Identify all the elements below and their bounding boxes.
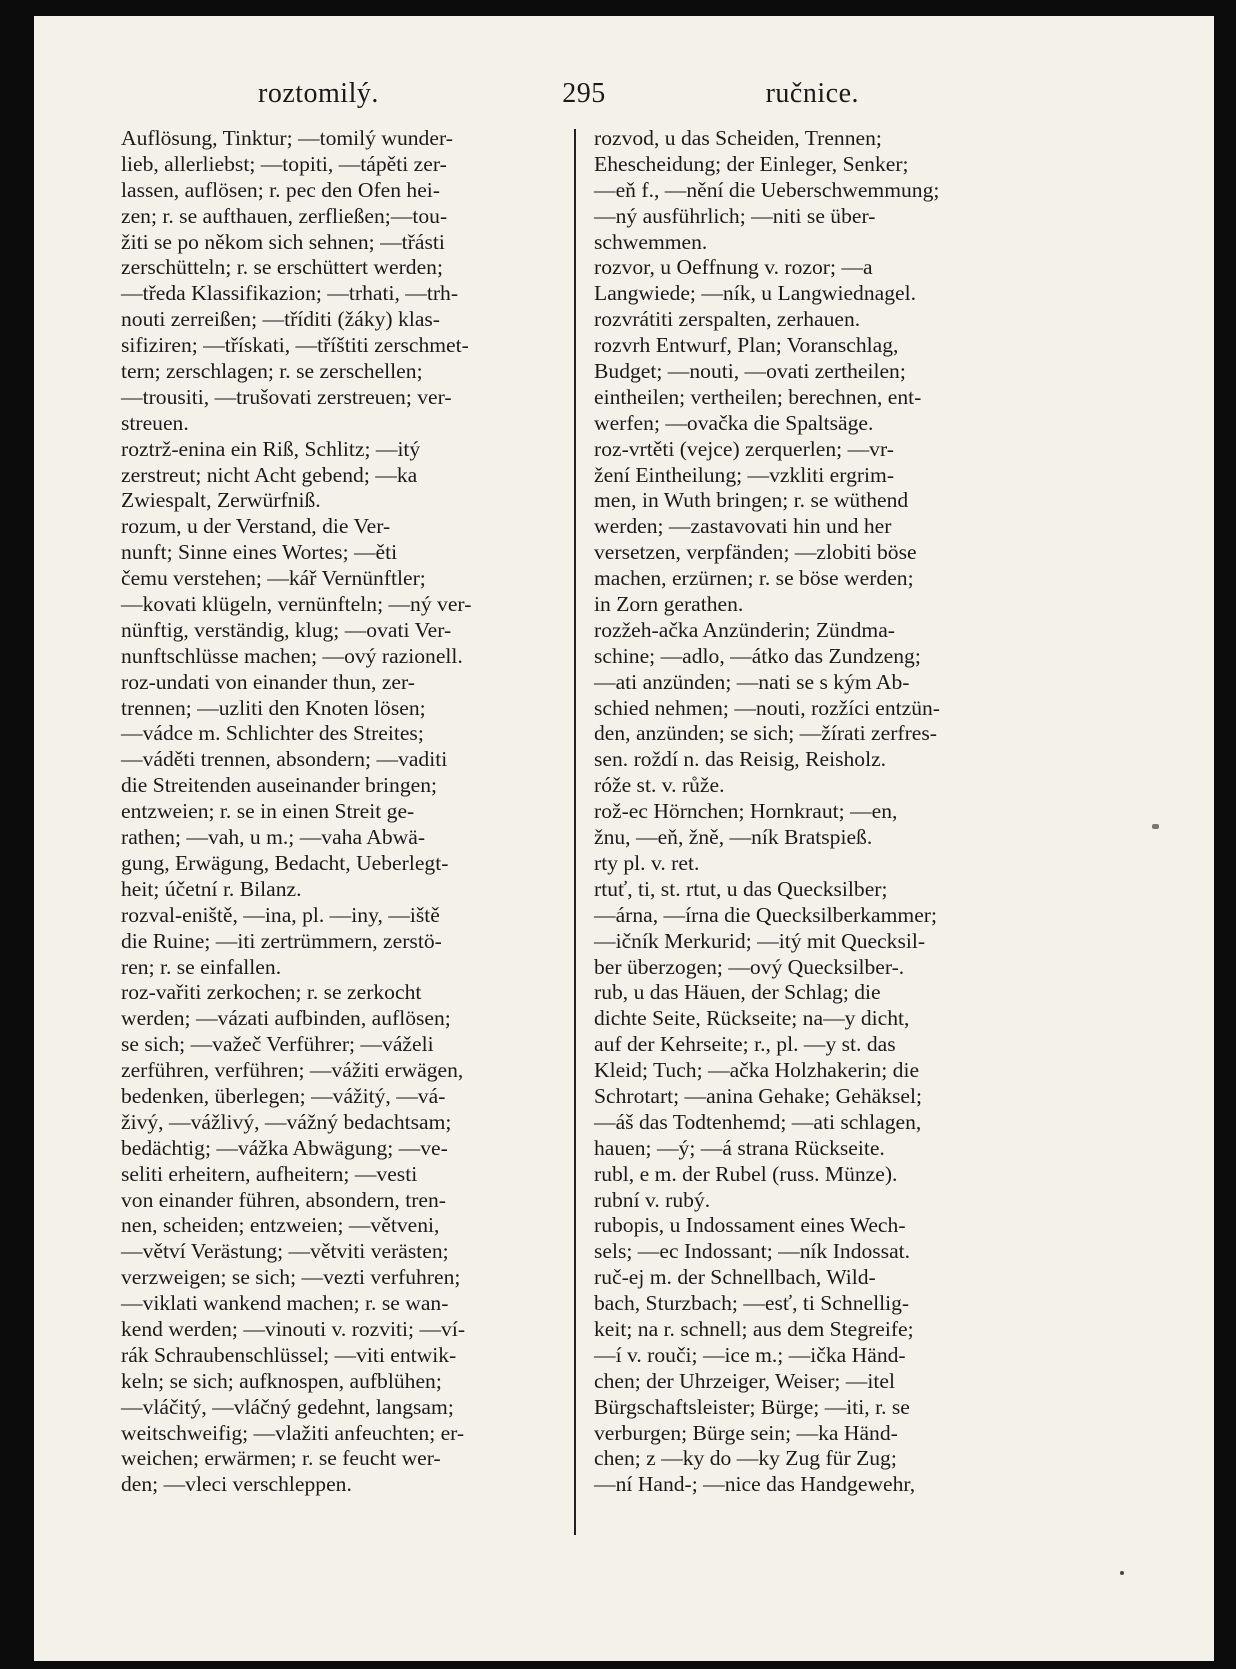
entry-line: rozvrh Entwurf, Plan; Voranschlag,	[594, 333, 899, 358]
entry-line: —kovati klügeln, vernünfteln; —ný ver-	[121, 592, 472, 617]
entry-line: rtuť, ti, st. rtut, u das Quecksilber;	[594, 876, 888, 901]
entry-line: machen, erzürnen; r. se böse werden;	[594, 566, 914, 591]
header-right-guide-word: ručnice.	[765, 78, 859, 109]
entry-line: rozžeh-ačka Anzünderin; Zündma-	[594, 617, 895, 642]
entry-line: schied nehmen; —nouti, rozžíci entzün-	[594, 695, 940, 720]
entry-line: tern; zerschlagen; r. se zerschellen;	[121, 359, 423, 384]
entry-line: werden; —zastavovati hin und her	[594, 514, 892, 539]
margin-dot	[1120, 1571, 1124, 1575]
entry-line: sels; —ec Indossant; —ník Indossat.	[594, 1239, 911, 1264]
entry-line: rty pl. v. ret.	[594, 850, 700, 875]
entry-line: —ičník Merkurid; —itý mit Quecksil-	[594, 928, 926, 953]
entry-line: chen; der Uhrzeiger, Weiser; —itel	[594, 1368, 895, 1393]
entry-line: die Streitenden auseinander bringen;	[121, 773, 437, 798]
entry-line: rubl, e m. der Rubel (russ. Münze).	[594, 1161, 898, 1186]
entry-line: —viklati wankend machen; r. se wan-	[121, 1291, 449, 1316]
entry-line: men, in Wuth bringen; r. se wüthend	[594, 488, 909, 513]
dictionary-page	[34, 16, 1214, 1661]
entry-line: lassen, auflösen; r. pec den Ofen hei-	[121, 177, 440, 202]
entry-line: rozvrátiti zerspalten, zerhauen.	[594, 307, 861, 332]
right-column	[594, 126, 1056, 1498]
entry-line: streuen.	[121, 410, 189, 435]
entry-line: rozvor, u Oeffnung v. rozor; —a	[594, 255, 873, 280]
entry-line: trennen; —uzliti den Knoten lösen;	[121, 695, 426, 720]
entry-line: Budget; —nouti, —ovati zertheilen;	[594, 359, 906, 384]
entry-line: —vádce m. Schlichter des Streites;	[121, 721, 424, 746]
entry-line: Zwiespalt, Zerwürfniß.	[121, 488, 321, 513]
entry-line: eintheilen; vertheilen; berechnen, ent-	[594, 384, 922, 409]
entry-line: bedenken, überlegen; —vážitý, —vá-	[121, 1083, 446, 1108]
entry-line: Ehescheidung; der Einleger, Senker;	[594, 151, 909, 176]
entry-line: rož-ec Hörnchen; Hornkraut; —en,	[594, 799, 898, 824]
entry-line: —árna, —írna die Quecksilberkammer;	[594, 902, 937, 927]
entry-line: žiti se po někom sich sehnen; —třásti	[121, 229, 445, 254]
left-column	[121, 126, 583, 1498]
entry-line: rub, u das Häuen, der Schlag; die	[594, 980, 881, 1005]
entry-line: roztrž-enina ein Riß, Schlitz; —itý	[121, 436, 421, 461]
entry-line: —tředa Klassifikazion; —trhati, —trh-	[121, 281, 459, 306]
entry-line: —í v. rouči; —ice m.; —ička Händ-	[594, 1342, 906, 1367]
entry-line: nunft; Sinne eines Wortes; —ěti	[121, 540, 398, 565]
entry-line: den; —vleci verschleppen.	[121, 1472, 352, 1497]
entry-line: Langwiede; —ník, u Langwiednagel.	[594, 281, 917, 306]
entry-line: bach, Sturzbach; —esť, ti Schnellig-	[594, 1291, 910, 1316]
entry-line: entzweien; r. se in einen Streit ge-	[121, 799, 415, 824]
entry-line: schwemmen.	[594, 229, 708, 254]
entry-line: nunftschlüsse machen; —ový razionell.	[121, 643, 463, 668]
entry-line: zerführen, verführen; —vážiti erwägen,	[121, 1058, 464, 1083]
entry-line: werden; —vázati aufbinden, auflösen;	[121, 1006, 451, 1031]
entry-line: —ný ausführlich; —niti se über-	[594, 203, 876, 228]
header-left-guide-word: roztomilý.	[258, 78, 379, 109]
entry-line: keln; se sich; aufknospen, aufblühen;	[121, 1368, 442, 1393]
entry-line: rubní v. rubý.	[594, 1187, 711, 1212]
page-number: 295	[562, 78, 606, 109]
entry-line: bedächtig; —vážka Abwägung; —ve-	[121, 1135, 448, 1160]
entry-line: se sich; —važeč Verführer; —váželi	[121, 1032, 434, 1057]
entry-line: —ní Hand-; —nice das Handgewehr,	[594, 1472, 916, 1497]
entry-line: rathen; —vah, u m.; —vaha Abwä-	[121, 825, 426, 850]
entry-line: Schrotart; —anina Gehake; Gehäksel;	[594, 1083, 922, 1108]
entry-line: rozval-eniště, —ina, pl. —iny, —iště	[121, 902, 440, 927]
entry-line: heit; účetní r. Bilanz.	[121, 876, 302, 901]
entry-line: rubopis, u Indossament eines Wech-	[594, 1213, 906, 1238]
entry-line: schine; —adlo, —átko das Zundzeng;	[594, 643, 921, 668]
entry-line: —váděti trennen, absondern; —vaditi	[121, 747, 448, 772]
entry-line: ren; r. se einfallen.	[121, 954, 282, 979]
entry-line: čemu verstehen; —kář Vernünftler;	[121, 566, 426, 591]
entry-line: verburgen; Bürge sein; —ka Händ-	[594, 1420, 898, 1445]
entry-line: —ati anzünden; —nati se s kým Ab-	[594, 669, 910, 694]
entry-line: zerstreut; nicht Acht gebend; —ka	[121, 462, 418, 487]
entry-line: —trousiti, —trušovati zerstreuen; ver-	[121, 384, 452, 409]
entry-line: —eň f., —nění die Ueberschwemmung;	[594, 177, 940, 202]
entry-line: chen; z —ky do —ky Zug für Zug;	[594, 1446, 897, 1471]
entry-line: rozvod, u das Scheiden, Trennen;	[594, 126, 882, 150]
entry-line: weitschweifig; —vlažiti anfeuchten; er-	[121, 1420, 465, 1445]
entry-line: versetzen, verpfänden; —zlobiti böse	[594, 540, 917, 565]
entry-line: róže st. v. růže.	[594, 773, 725, 798]
entry-line: roz-vrtěti (vejce) zerquerlen; —vr-	[594, 436, 894, 461]
entry-line: werfen; —ovačka die Spaltsäge.	[594, 410, 874, 435]
entry-line: ber überzogen; —ový Quecksilber-.	[594, 954, 905, 979]
entry-line: sen. roždí n. das Reisig, Reisholz.	[594, 747, 887, 772]
entry-line: die Ruine; —iti zertrümmern, zerstö-	[121, 928, 442, 953]
entry-line: in Zorn gerathen.	[594, 592, 744, 617]
entry-line: verzweigen; se sich; —vezti verfuhren;	[121, 1265, 461, 1290]
entry-line: roz-vařiti zerkochen; r. se zerkocht	[121, 980, 422, 1005]
entry-line: zerschütteln; r. se erschüttert werden;	[121, 255, 443, 280]
margin-mark	[1152, 824, 1159, 829]
entry-line: Bürgschaftsleister; Bürge; —iti, r. se	[594, 1394, 910, 1419]
entry-line: rák Schraubenschlüssel; —viti entwik-	[121, 1342, 457, 1367]
entry-line: nen, scheiden; entzweien; —větveni,	[121, 1213, 440, 1238]
column-divider	[574, 129, 576, 1535]
entry-line: živý, —vážlivý, —vážný bedachtsam;	[121, 1109, 452, 1134]
entry-line: nouti zerreißen; —tříditi (žáky) klas-	[121, 307, 440, 332]
entry-line: žnu, —eň, žně, —ník Bratspieß.	[594, 825, 873, 850]
entry-line: nünftig, verständig, klug; —ovati Ver-	[121, 617, 452, 642]
entry-line: hauen; —ý; —á strana Rückseite.	[594, 1135, 885, 1160]
entry-line: kend werden; —vinouti v. rozviti; —ví-	[121, 1316, 466, 1341]
entry-line: lieb, allerliebst; —topiti, —tápěti zer-	[121, 151, 447, 176]
entry-line: auf der Kehrseite; r., pl. —y st. das	[594, 1032, 896, 1057]
entry-line: sifiziren; —třískati, —tříštiti zerschmet-	[121, 333, 469, 358]
entry-line: ruč-ej m. der Schnellbach, Wild-	[594, 1265, 876, 1290]
entry-line: zen; r. se aufthauen, zerfließen;—tou-	[121, 203, 448, 228]
entry-line: —áš das Todtenhemd; —ati schlagen,	[594, 1109, 922, 1134]
entry-line: Auflösung, Tinktur; —tomilý wunder-	[121, 126, 453, 150]
entry-line: seliti erheitern, aufheitern; —vesti	[121, 1161, 418, 1186]
entry-line: —větví Verästung; —větviti verästen;	[121, 1239, 449, 1264]
entry-line: keit; na r. schnell; aus dem Stegreife;	[594, 1316, 914, 1341]
entry-line: gung, Erwägung, Bedacht, Ueberlegt-	[121, 850, 449, 875]
entry-line: roz-undati von einander thun, zer-	[121, 669, 415, 694]
page-header	[34, 78, 1214, 118]
entry-line: von einander führen, absondern, tren-	[121, 1187, 446, 1212]
entry-line: rozum, u der Verstand, die Ver-	[121, 514, 391, 539]
entry-line: weichen; erwärmen; r. se feucht wer-	[121, 1446, 441, 1471]
entry-line: den, anzünden; se sich; —žírati zerfres-	[594, 721, 937, 746]
entry-line: dichte Seite, Rückseite; na—y dicht,	[594, 1006, 910, 1031]
entry-line: Kleid; Tuch; —ačka Holzhakerin; die	[594, 1058, 920, 1083]
entry-line: —vláčitý, —vláčný gedehnt, langsam;	[121, 1394, 454, 1419]
entry-line: žení Eintheilung; —vzkliti ergrim-	[594, 462, 895, 487]
